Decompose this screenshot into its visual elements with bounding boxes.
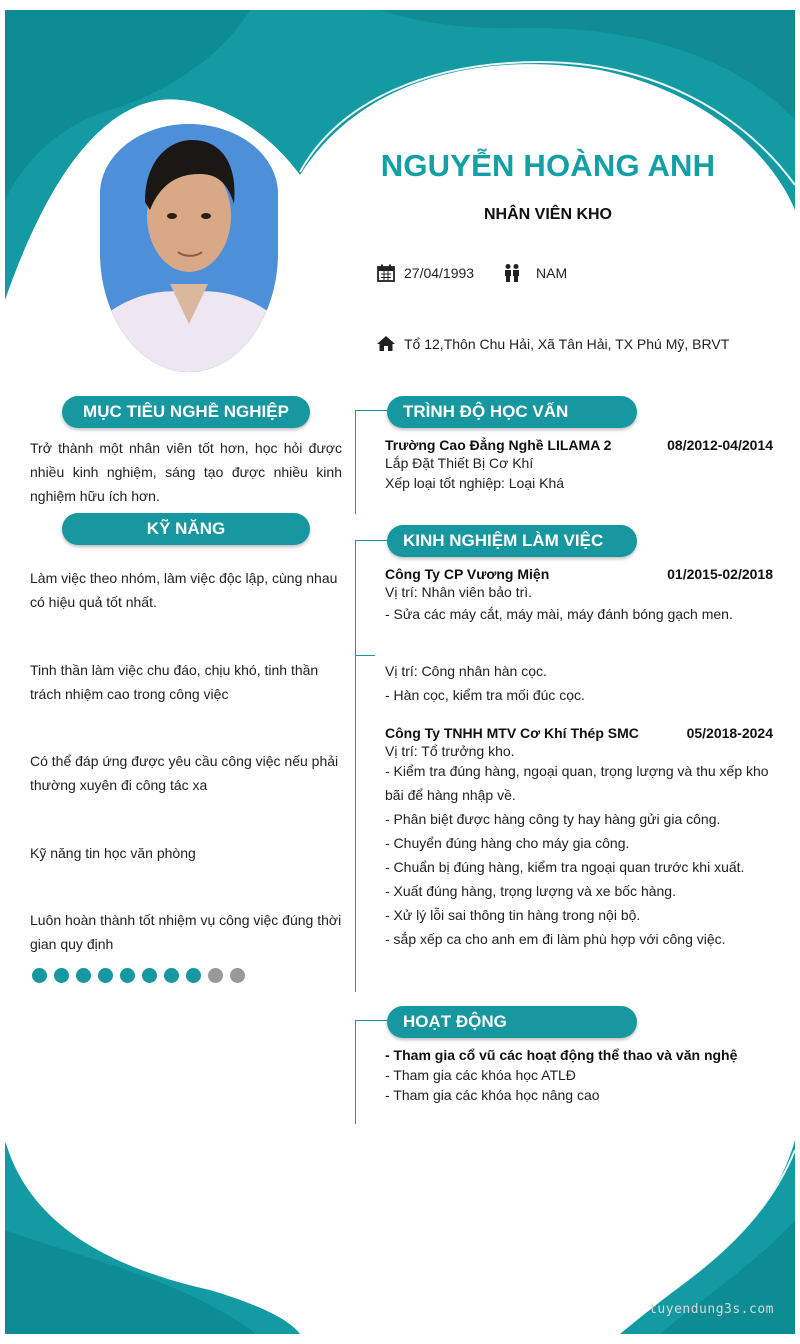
rating-dot-empty: [230, 968, 245, 983]
job-period: 01/2015-02/2018: [667, 566, 773, 582]
job-details: [385, 582, 775, 626]
experience-heading: KINH NGHIỆM LÀM VIỆC: [387, 525, 637, 557]
education-period: 08/2012-04/2014: [667, 437, 773, 453]
job-period: 05/2018-2024: [686, 725, 773, 741]
rating-dot-filled: [32, 968, 47, 983]
education-line: Lắp Đặt Thiết Bị Cơ Khí: [385, 455, 534, 471]
gender-value: NAM: [536, 265, 568, 281]
timeline-line: [355, 1020, 356, 1124]
job-line: - Chuẩn bị đúng hàng, kiểm tra ngoại quan trước khi xuất.: [385, 859, 745, 875]
rating-dot-filled: [76, 968, 91, 983]
company-name: Công Ty CP Vương Miện: [385, 566, 550, 582]
school-name: Trường Cao Đẳng Nghề LILAMA 2: [385, 437, 612, 453]
timeline-line: [355, 410, 356, 514]
gender-row: [502, 263, 567, 283]
job-header: [385, 566, 773, 582]
skill-item: Kỹ năng tin học văn phòng: [30, 845, 196, 861]
rating-dot-filled: [54, 968, 69, 983]
education-details: [385, 453, 775, 493]
skill-item: Có thể đáp ứng được yêu cầu công việc nếu phải thường xuyên đi công tác xa: [30, 753, 339, 793]
skills-heading: KỸ NĂNG: [62, 513, 310, 545]
job-position: Vị trí: Tổ trưởng kho.: [385, 743, 515, 759]
timeline-tick: [355, 540, 387, 541]
calendar-icon: [376, 263, 396, 283]
job-line: - Xử lý lỗi sai thông tin hàng trong nội bộ.: [385, 907, 641, 923]
rating-dot-filled: [120, 968, 135, 983]
timeline-line: [355, 540, 356, 992]
company-name: Công Ty TNHH MTV Cơ Khí Thép SMC: [385, 725, 639, 741]
timeline-tick: [355, 410, 387, 411]
candidate-name: NGUYỄN HOÀNG ANH: [380, 148, 716, 183]
job-line: - sắp xếp ca cho anh em đi làm phù hợp với công việc.: [385, 931, 726, 947]
home-icon: [376, 334, 396, 354]
job-details: [385, 741, 775, 761]
people-icon: [502, 263, 522, 283]
skill-rating: [32, 968, 245, 983]
skill-item: Luôn hoàn thành tốt nhiệm vụ công việc đúng thời gian quy định: [30, 912, 342, 952]
rating-dot-empty: [208, 968, 223, 983]
timeline-tick: [355, 1020, 387, 1021]
skill-item: Làm việc theo nhóm, làm việc độc lập, cùng nhau có hiệu quả tốt nhất.: [30, 570, 338, 610]
activity-line: - Tham gia các khóa học ATLĐ: [385, 1067, 576, 1083]
job-line: - Chuyển đúng hàng cho máy gia công.: [385, 835, 630, 851]
job-title: NHÂN VIÊN KHO: [483, 206, 612, 223]
rating-dot-filled: [142, 968, 157, 983]
job-line: - Hàn cọc, kiểm tra mối đúc cọc.: [385, 687, 585, 703]
address-value: Tổ 12,Thôn Chu Hải, Xã Tân Hải, TX Phú Mỹ, BRVT: [404, 336, 730, 352]
objective-text: Trở thành một nhân viên tốt hơn, học hỏi được nhiều kinh nghiệm, sáng tạo được nhiều kinh nghiệm hữu ích hơn.: [30, 440, 342, 504]
rating-dot-filled: [164, 968, 179, 983]
job-line: - Xuất đúng hàng, trọng lượng và xe bốc hàng.: [385, 883, 676, 899]
objective-heading: MỤC TIÊU NGHỀ NGHIỆP: [62, 396, 310, 428]
address-row: [376, 334, 729, 354]
skill-item: Tinh thần làm việc chu đáo, chịu khó, tinh thần trách nhiệm cao trong công việc: [30, 662, 319, 702]
education-line: Xếp loại tốt nghiệp: Loại Khá: [385, 475, 565, 491]
activities-list: [385, 1045, 775, 1105]
job-header: [385, 725, 773, 741]
education-heading: TRÌNH ĐỘ HỌC VẤN: [387, 396, 637, 428]
job-line: Vị trí: Công nhân hàn cọc.: [385, 663, 547, 679]
job-line: - Kiểm tra đúng hàng, ngoại quan, trọng lượng và thu xếp kho bãi để hàng nhập về.: [385, 763, 769, 803]
rating-dot-filled: [186, 968, 201, 983]
timeline-tick: [355, 655, 375, 656]
job-line: - Phân biệt được hàng công ty hay hàng gửi gia công.: [385, 811, 721, 827]
watermark: tuyendung3s.com: [649, 1302, 774, 1317]
profile-photo: [100, 124, 278, 372]
job-duties: [385, 759, 780, 951]
rating-dot-filled: [98, 968, 113, 983]
activity-line: - Tham gia cổ vũ các hoạt động thể thao và văn nghệ: [385, 1047, 738, 1063]
activities-heading: HOẠT ĐỘNG: [387, 1006, 637, 1038]
activity-line: - Tham gia các khóa học nâng cao: [385, 1087, 600, 1103]
job-details: [385, 659, 775, 707]
education-header: [385, 437, 773, 453]
job-line: Vị trí: Nhân viên bảo trì.: [385, 584, 533, 600]
job-line: - Sửa các máy cắt, máy mài, máy đánh bóng gạch men.: [385, 606, 733, 622]
birthdate-row: [376, 263, 474, 283]
birthdate-value: 27/04/1993: [404, 265, 475, 281]
